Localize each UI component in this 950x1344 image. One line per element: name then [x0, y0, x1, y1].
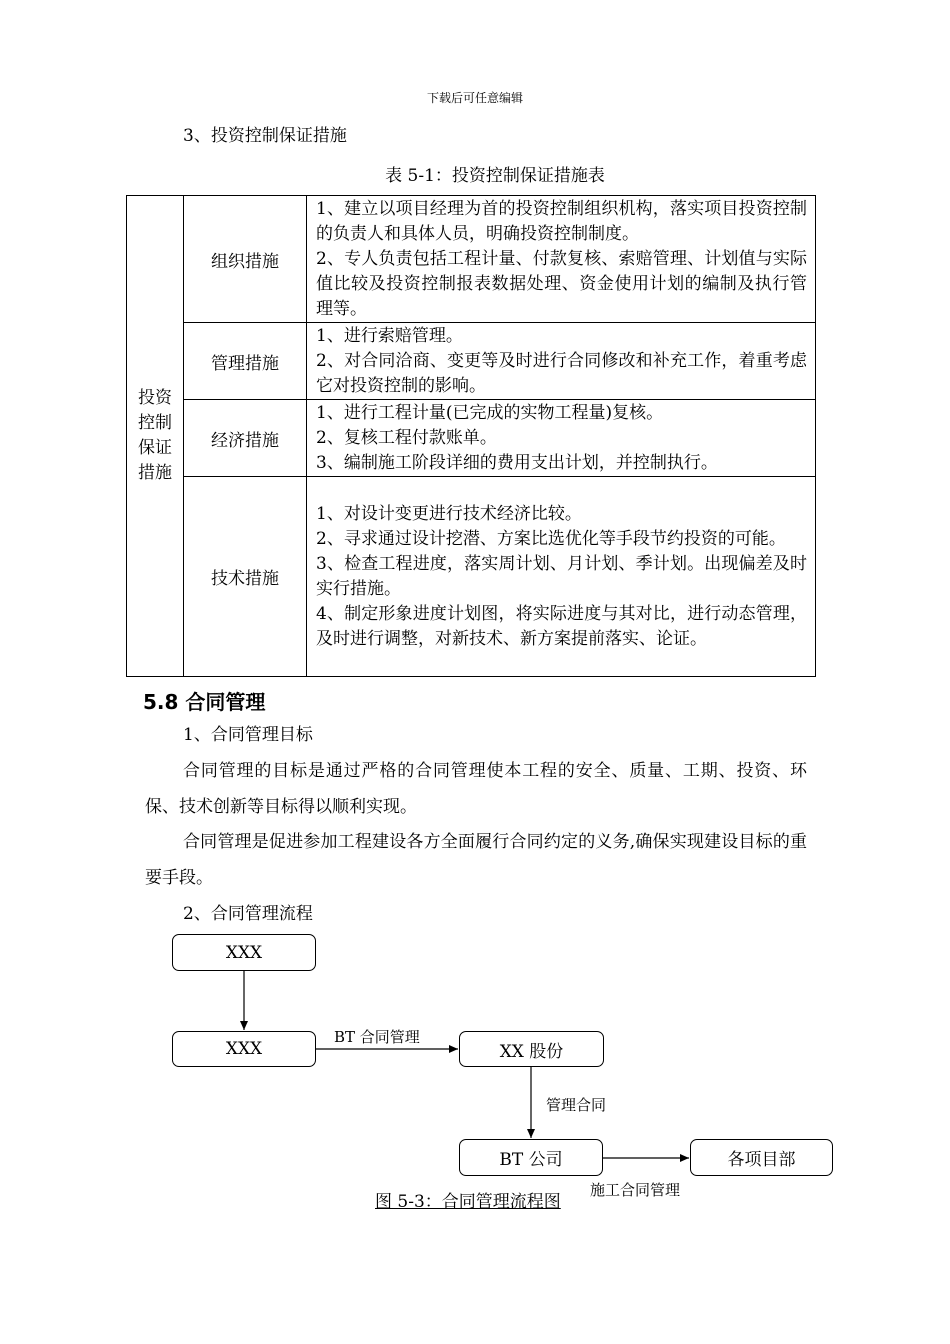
- category-cell: 经济措施: [184, 400, 307, 477]
- measure-item: 3、检查工程进度，落实周计划、月计划、季计划。出现偏差及时实行措施。: [316, 554, 807, 599]
- sub-heading-2: 2、合同管理流程: [183, 904, 313, 924]
- main-label-line: 保证: [138, 438, 172, 458]
- main-label-line: 投资: [138, 388, 172, 408]
- measure-item: 2、寻求通过设计挖潜、方案比选优化等手段节约投资的可能。: [316, 529, 786, 549]
- paragraph-1: 合同管理的目标是通过严格的合同管理使本工程的安全、质量、工期、投资、环保、技术创新等目标得以顺利实现。: [145, 761, 807, 817]
- measure-item: 1、建立以项目经理为首的投资控制组织机构，落实项目投资控制的负责人和具体人员，明确投资控制制度。: [316, 199, 807, 244]
- measure-item: 2、对合同洽商、变更等及时进行合同修改和补充工作，着重考虑它对投资控制的影响。: [316, 351, 807, 396]
- category-cell: 管理措施: [184, 323, 307, 400]
- measure-item: 1、对设计变更进行技术经济比较。: [316, 504, 582, 524]
- paragraph-2: 合同管理是促进参加工程建设各方全面履行合同约定的义务,确保实现建设目标的重要手段。: [145, 832, 807, 888]
- flow-box-bt-company: BT 公司: [459, 1139, 603, 1176]
- measure-item: 1、进行工程计量(已完成的实物工程量)复核。: [316, 403, 664, 423]
- sub-heading-3: 3、投资控制保证措施: [183, 126, 347, 146]
- sub-heading-1: 1、合同管理目标: [183, 725, 313, 745]
- measure-item: 4、制定形象进度计划图，将实际进度与其对比，进行动态管理，及时进行调整，对新技术、新方案提前落实、论证。: [316, 604, 807, 649]
- section-heading: 5.8 合同管理: [143, 690, 266, 714]
- header-note: 下载后可任意编辑: [426, 91, 523, 105]
- main-label-line: 控制: [138, 413, 172, 433]
- flow-box-projects: 各项目部: [690, 1139, 833, 1176]
- measure-item: 2、复核工程付款账单。: [316, 428, 497, 448]
- figure-caption: 图 5-3：合同管理流程图: [375, 1192, 561, 1212]
- flow-box-top: XXX: [172, 934, 316, 971]
- measure-item: 1、进行索赔管理。: [316, 326, 463, 346]
- label-bt-contract: BT 合同管理: [334, 1028, 420, 1046]
- table-title: 表 5-1：投资控制保证措施表: [385, 166, 605, 186]
- measure-item: 3、编制施工阶段详细的费用支出计划，并控制执行。: [316, 453, 718, 473]
- category-cell: 技术措施: [184, 477, 307, 677]
- flow-box-shares: XX 股份: [459, 1031, 604, 1067]
- main-label-line: 措施: [138, 463, 172, 483]
- flow-box-mid-left: XXX: [172, 1031, 316, 1067]
- category-cell: 组织措施: [184, 196, 307, 323]
- measure-item: 2、专人负责包括工程计量、付款复核、索赔管理、计划值与实际值比较及投资控制报表数据处理、资金使用计划的编制及执行管理等。: [316, 249, 807, 319]
- label-construction-contract: 施工合同管理: [590, 1181, 681, 1199]
- label-manage-contract: 管理合同: [546, 1096, 607, 1114]
